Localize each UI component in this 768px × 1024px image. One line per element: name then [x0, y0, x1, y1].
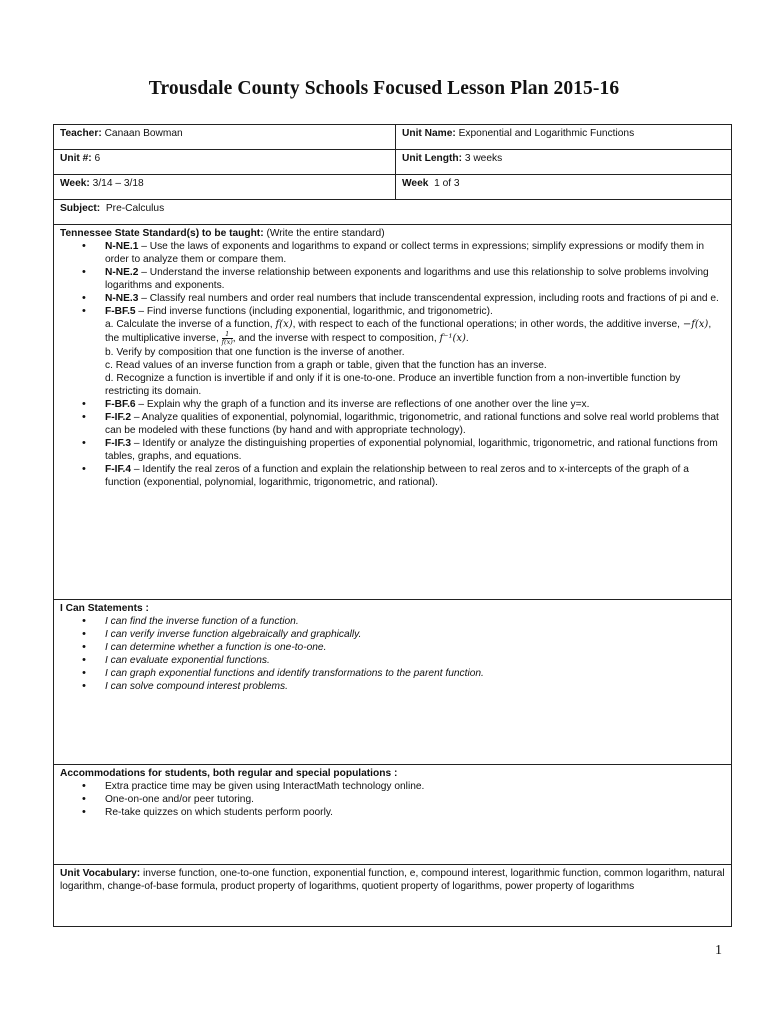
- unit-length-value: 3 weeks: [464, 153, 503, 164]
- ican-heading: I Can Statements :: [60, 603, 149, 614]
- accommodations-list: [82, 780, 725, 819]
- teacher-cell: [54, 125, 396, 150]
- standard-fbf5: [82, 305, 725, 398]
- ican-item: • I can find the inverse function of a function.: [82, 615, 725, 628]
- teacher-row: [54, 125, 732, 150]
- teacher-value: Canaan Bowman: [104, 128, 183, 139]
- ican-item: • I can verify inverse function algebraically and graphically.: [82, 628, 725, 641]
- fbf5-part-a: [105, 318, 725, 346]
- accommodations-cell: [54, 765, 732, 865]
- fraction-denominator: f(x): [221, 338, 233, 346]
- subject-cell: [54, 200, 732, 225]
- teacher-label: Teacher:: [60, 128, 102, 139]
- unit-name-value: Exponential and Logarithmic Functions: [458, 128, 635, 139]
- standard-fif3: [82, 437, 725, 463]
- unit-name-label: Unit Name:: [402, 128, 456, 139]
- week-cell: [54, 175, 396, 200]
- math-f-inverse: f⁻¹(x): [439, 333, 466, 345]
- math-fx: f(x): [275, 319, 293, 330]
- week-row: [54, 175, 732, 200]
- ican-item: • I can determine whether a function is one-to-one.: [82, 641, 725, 654]
- standard-text: – Find inverse functions (including exponential, logarithmic, and trigonometric).: [135, 306, 493, 317]
- vocabulary-text: inverse function, one-to-one function, exponential function, e, compound interest, logarithmic function, common logarithm, natural logarithm, change-of-base formula, product property of logarithms, quotient property of logarithms, power property of logarithms: [60, 868, 725, 892]
- ican-list: [82, 615, 725, 693]
- part-a-text: , with respect to each of the functional operations; in other words, the additive inverse,: [292, 319, 683, 330]
- unit-length-label: Unit Length:: [402, 153, 462, 164]
- unit-length-cell: [396, 150, 732, 175]
- standards-heading-line: [60, 227, 725, 240]
- ican-item: • I can evaluate exponential functions.: [82, 654, 725, 667]
- standard-text: – Classify real numbers and order real numbers that include transcendental expression, including roots and fractions of pi and e.: [138, 293, 719, 304]
- ican-row: [54, 600, 732, 765]
- math-neg-fx: −f(x): [682, 319, 709, 330]
- part-a-text: , and the inverse with respect to composition,: [232, 333, 440, 345]
- document-title: Trousdale County Schools Focused Lesson Plan 2015-16: [148, 78, 620, 99]
- ican-cell: [54, 600, 732, 765]
- fraction-numerator: 1: [222, 331, 233, 339]
- accommodation-item: • One-on-one and/or peer tutoring.: [82, 793, 725, 806]
- standard-text: – Use the laws of exponents and logarithms to expand or collect terms in expressions; simplify expressions or modify them in order to analyze them or compare them.: [105, 241, 705, 265]
- standard-fif2: [82, 411, 725, 437]
- part-a-text: a. Calculate the inverse of a function,: [105, 319, 276, 330]
- standard-fif4: [82, 463, 725, 489]
- standard-nne2: [82, 266, 725, 292]
- vocabulary-cell: [54, 865, 732, 927]
- standard-code: N-NE.2: [105, 267, 139, 278]
- accommodations-row: [54, 765, 732, 865]
- standard-fbf6: [82, 398, 725, 411]
- unit-num-label: Unit #:: [60, 153, 92, 164]
- math-reciprocal-fraction: [222, 331, 233, 346]
- standards-heading: Tennessee State Standard(s) to be taught:: [60, 228, 264, 239]
- fbf5-part-c: c. Read values of an inverse function from a graph or table, given that the function has an inverse.: [105, 360, 547, 371]
- fbf5-part-b: b. Verify by composition that one function is the inverse of another.: [105, 347, 405, 358]
- standard-text: – Understand the inverse relationship between exponents and logarithms and use this relationship to solve problems involving logarithms and exponents.: [105, 267, 709, 291]
- standards-row: [54, 225, 732, 600]
- unit-num-value: 6: [94, 153, 101, 164]
- part-a-text: .: [465, 333, 469, 345]
- subject-value: Pre-Calculus: [105, 203, 165, 214]
- accommodation-item: • Extra practice time may be given using InteractMath technology online.: [82, 780, 725, 793]
- week-value: 3/14 – 3/18: [92, 178, 144, 189]
- standard-nne1: [82, 240, 725, 266]
- subject-row: [54, 200, 732, 225]
- accommodation-item: • Re-take quizzes on which students perform poorly.: [82, 806, 725, 819]
- standards-list: [82, 240, 725, 489]
- accommodations-heading: Accommodations for students, both regular and special populations :: [60, 768, 398, 779]
- standard-text: – Explain why the graph of a function and its inverse are reflections of one another over the line y=x.: [135, 399, 590, 410]
- lesson-plan-table: [53, 124, 732, 927]
- week-count-cell: [396, 175, 732, 200]
- unit-name-cell: [396, 125, 732, 150]
- standard-code: F-IF.4: [105, 464, 132, 475]
- standard-code: N-NE.1: [105, 241, 139, 252]
- unit-row: [54, 150, 732, 175]
- ican-item: • I can solve compound interest problems.: [82, 680, 725, 693]
- vocabulary-label: Unit Vocabulary:: [60, 868, 141, 879]
- fbf5-part-d: d. Recognize a function is invertible if and only if it is one-to-one. Produce an invertible function from a non-invertible function by restricting its domain.: [105, 373, 681, 397]
- standard-text: – Identify the real zeros of a function and explain the relationship between to real zeros and to x-intercepts of the graph of a function (exponential, polynomial, logarithmic, trigonometric, and rational).: [105, 464, 689, 488]
- unit-num-cell: [54, 150, 396, 175]
- standard-code: F-BF.6: [105, 399, 136, 410]
- standard-code: N-NE.3: [105, 293, 139, 304]
- standard-nne3: [82, 292, 725, 305]
- week-count-value: 1 of 3: [434, 178, 460, 189]
- standard-code: F-IF.2: [105, 412, 132, 423]
- vocabulary-row: [54, 865, 732, 927]
- week-label: Week:: [60, 178, 90, 189]
- standards-cell: [54, 225, 732, 600]
- page-number: 1: [715, 943, 722, 958]
- part-a-text: , the multiplicative inverse,: [105, 319, 712, 345]
- standard-text: – Identify or analyze the distinguishing properties of exponential polynomial, logarithmic, trigonometric, and rational functions from tables, graphs, and equations.: [105, 438, 718, 462]
- standards-heading-note: (Write the entire standard): [266, 228, 385, 239]
- standard-text: – Analyze qualities of exponential, polynomial, logarithmic, trigonometric, and rational functions and solve real world problems that can be modeled with these functions (by hand and with appropriate technology).: [105, 412, 719, 436]
- week-count-label: Week: [402, 178, 429, 189]
- subject-label: Subject:: [60, 203, 101, 214]
- ican-item: • I can graph exponential functions and identify transformations to the parent function.: [82, 667, 725, 680]
- standard-code: F-IF.3: [105, 438, 132, 449]
- standard-code: F-BF.5: [105, 306, 136, 317]
